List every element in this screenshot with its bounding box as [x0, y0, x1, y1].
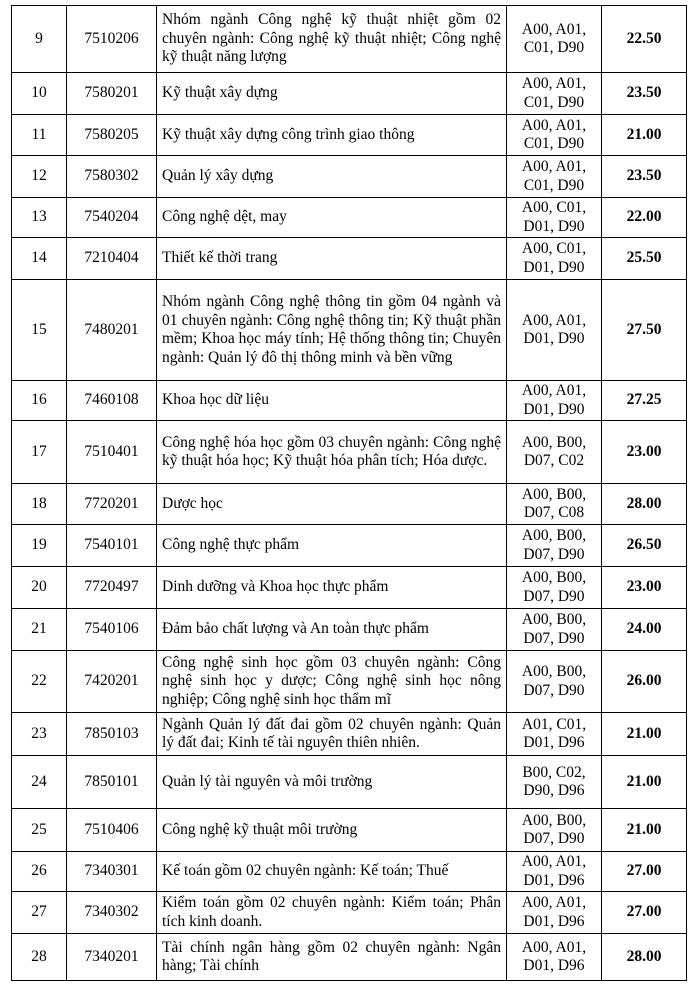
combination-line: D07, D90 [523, 545, 585, 563]
combination-line: A00, B00, [521, 811, 587, 829]
row-number: 13 [12, 198, 67, 238]
combination-line: A00, C01, [521, 199, 587, 216]
major-name: Kỹ thuật xây dựng [157, 73, 507, 115]
major-code: 7720201 [67, 484, 157, 525]
row-number: 16 [12, 381, 67, 421]
subject-combinations [507, 484, 602, 525]
major-code: 7460108 [67, 381, 157, 421]
subject-combinations [507, 525, 602, 567]
table-body [12, 6, 687, 981]
combination-line: D07, C02 [523, 452, 585, 469]
table-row [12, 651, 687, 713]
combination-line: A00, B00, [521, 527, 587, 544]
subject-combinations [507, 852, 602, 892]
combination-line: D07, D90 [523, 587, 585, 605]
admission-score: 27.25 [602, 381, 687, 421]
subject-combinations [507, 892, 602, 934]
table-row [12, 713, 687, 756]
combination-line: A00, A01, [521, 311, 587, 329]
subject-combinations [507, 6, 602, 73]
table-row [12, 484, 687, 525]
table-row [12, 156, 687, 198]
table-row [12, 6, 687, 73]
major-name: Kiểm toán gồm 02 chuyên ngành: Kiểm toán; Phân tích kinh doanh. [157, 892, 507, 934]
admission-score: 25.50 [602, 238, 687, 280]
admission-score: 22.00 [602, 198, 687, 238]
subject-combinations [507, 238, 602, 280]
row-number: 12 [12, 156, 67, 198]
row-number: 22 [12, 651, 67, 713]
table-row [12, 421, 687, 484]
row-number: 23 [12, 713, 67, 756]
table-row [12, 567, 687, 609]
row-number: 17 [12, 421, 67, 484]
admission-score: 23.50 [602, 156, 687, 198]
subject-combinations [507, 198, 602, 238]
row-number: 14 [12, 238, 67, 280]
major-name: Ngành Quản lý đất đai gồm 02 chuyên ngành: Quản lý đất đai; Kinh tế tài nguyên thiên nhiên. [157, 713, 507, 756]
combination-line: A00, B00, [521, 433, 587, 451]
major-code: 7210404 [67, 238, 157, 280]
major-name: Thiết kế thời trang [157, 238, 507, 280]
combination-line: D90, D96 [523, 782, 585, 799]
combination-line: A00, A01, [521, 20, 587, 38]
row-number: 25 [12, 809, 67, 852]
combination-line: A00, B00, [521, 569, 587, 586]
combination-line: D07, D90 [523, 629, 585, 647]
admissions-score-table [11, 5, 687, 981]
table-row [12, 198, 687, 238]
admission-score: 26.50 [602, 525, 687, 567]
combination-line: D01, D96 [523, 734, 585, 751]
major-code: 7540106 [67, 609, 157, 651]
major-name: Dinh dưỡng và Khoa học thực phẩm [157, 567, 507, 609]
admission-score: 22.50 [602, 6, 687, 73]
subject-combinations [507, 934, 602, 981]
combination-line: A00, C01, [521, 240, 587, 257]
major-code: 7540204 [67, 198, 157, 238]
admission-score: 23.00 [602, 421, 687, 484]
admission-score: 27.00 [602, 892, 687, 934]
major-code: 7850101 [67, 756, 157, 809]
major-name: Tài chính ngân hàng gồm 02 chuyên ngành: Ngân hàng; Tài chính [157, 934, 507, 981]
table-row [12, 852, 687, 892]
subject-combinations [507, 609, 602, 651]
table-row [12, 238, 687, 280]
combination-line: A00, A01, [521, 75, 587, 92]
combination-line: A01, C01, [521, 715, 587, 733]
major-name: Công nghệ dệt, may [157, 198, 507, 238]
row-number: 26 [12, 852, 67, 892]
major-code: 7510401 [67, 421, 157, 484]
row-number: 27 [12, 892, 67, 934]
major-name: Đảm bảo chất lượng và An toàn thực phẩm [157, 609, 507, 651]
combination-line: D01, D90 [523, 330, 585, 347]
subject-combinations [507, 756, 602, 809]
major-code: 7340302 [67, 892, 157, 934]
row-number: 18 [12, 484, 67, 525]
admission-score: 21.00 [602, 756, 687, 809]
subject-combinations [507, 156, 602, 198]
major-code: 7580201 [67, 73, 157, 115]
row-number: 15 [12, 280, 67, 381]
combination-line: D01, D90 [523, 217, 585, 235]
combination-line: C01, D90 [523, 39, 585, 56]
major-code: 7540101 [67, 525, 157, 567]
combination-line: C01, D90 [523, 176, 585, 194]
combination-line: A00, A01, [521, 116, 587, 134]
row-number: 21 [12, 609, 67, 651]
major-code: 7720497 [67, 567, 157, 609]
combination-line: A00, B00, [521, 663, 587, 680]
row-number: 28 [12, 934, 67, 981]
combination-line: A00, B00, [521, 611, 587, 628]
major-code: 7480201 [67, 280, 157, 381]
table-row [12, 280, 687, 381]
combination-line: A00, A01, [521, 158, 587, 175]
row-number: 19 [12, 525, 67, 567]
subject-combinations [507, 115, 602, 156]
combination-line: D01, D96 [523, 871, 585, 889]
major-name: Công nghệ kỹ thuật môi trường [157, 809, 507, 852]
major-code: 7580302 [67, 156, 157, 198]
admission-score: 26.00 [602, 651, 687, 713]
combination-line: D01, D96 [523, 957, 585, 974]
subject-combinations [507, 280, 602, 381]
major-name: Quản lý tài nguyên và môi trường [157, 756, 507, 809]
combination-line: A00, B00, [521, 485, 587, 503]
admission-score: 21.00 [602, 115, 687, 156]
combination-line: D07, D90 [523, 681, 585, 699]
major-code: 7510206 [67, 6, 157, 73]
major-code: 7580205 [67, 115, 157, 156]
combination-line: D01, D90 [523, 400, 585, 418]
admission-score: 21.00 [602, 809, 687, 852]
admission-score: 28.00 [602, 484, 687, 525]
subject-combinations [507, 567, 602, 609]
major-name: Công nghệ hóa học gồm 03 chuyên ngành: Công nghệ kỹ thuật hóa học; Kỹ thuật hóa phân tích; Hóa dược. [157, 421, 507, 484]
major-code: 7420201 [67, 651, 157, 713]
admission-score: 23.00 [602, 567, 687, 609]
table-row [12, 73, 687, 115]
admission-score: 27.00 [602, 852, 687, 892]
combination-line: D01, D96 [523, 912, 585, 930]
combination-line: A00, A01, [521, 938, 587, 956]
major-name: Kế toán gồm 02 chuyên ngành: Kế toán; Thuế [157, 852, 507, 892]
table-row [12, 115, 687, 156]
combination-line: C01, D90 [523, 135, 585, 152]
admission-score: 23.50 [602, 73, 687, 115]
subject-combinations [507, 381, 602, 421]
combination-line: D01, D90 [523, 258, 585, 276]
major-name: Nhóm ngành Công nghệ thông tin gồm 04 ngành và 01 chuyên ngành: Công nghệ thông tin; Kỹ thuật phần mềm; Khoa học máy tính; Hệ thống thông tin; Chuyên ngành: Quản lý đô thị thông minh và bền vững [157, 280, 507, 381]
row-number: 20 [12, 567, 67, 609]
admission-score: 21.00 [602, 713, 687, 756]
subject-combinations [507, 651, 602, 713]
major-name: Công nghệ thực phẩm [157, 525, 507, 567]
row-number: 11 [12, 115, 67, 156]
combination-line: C01, D90 [523, 93, 585, 111]
admission-score: 27.50 [602, 280, 687, 381]
row-number: 10 [12, 73, 67, 115]
table-row [12, 934, 687, 981]
subject-combinations [507, 713, 602, 756]
major-name: Nhóm ngành Công nghệ kỹ thuật nhiệt gồm 02 chuyên ngành: Công nghệ kỹ thuật nhiệt; Công nghệ kỹ thuật năng lượng [157, 6, 507, 73]
major-name: Khoa học dữ liệu [157, 381, 507, 421]
major-name: Kỹ thuật xây dựng công trình giao thông [157, 115, 507, 156]
row-number: 24 [12, 756, 67, 809]
subject-combinations [507, 809, 602, 852]
subject-combinations [507, 421, 602, 484]
major-name: Công nghệ sinh học gồm 03 chuyên ngành: Công nghệ sinh học y dược; Công nghệ sinh học nông nghiệp; Công nghệ sinh học thẩm mĩ [157, 651, 507, 713]
combination-line: A00, A01, [521, 382, 587, 399]
combination-line: A00, A01, [521, 894, 587, 911]
table-row [12, 756, 687, 809]
major-code: 7340301 [67, 852, 157, 892]
admission-score: 24.00 [602, 609, 687, 651]
subject-combinations [507, 73, 602, 115]
table-row [12, 809, 687, 852]
combination-line: D07, C08 [523, 504, 585, 521]
table-row [12, 609, 687, 651]
major-code: 7850103 [67, 713, 157, 756]
major-code: 7510406 [67, 809, 157, 852]
major-name: Quản lý xây dựng [157, 156, 507, 198]
combination-line: B00, C02, [522, 763, 586, 781]
admission-score: 28.00 [602, 934, 687, 981]
table-row [12, 381, 687, 421]
major-name: Dược học [157, 484, 507, 525]
major-code: 7340201 [67, 934, 157, 981]
combination-line: D07, D90 [523, 830, 585, 847]
table-row [12, 892, 687, 934]
table-row [12, 525, 687, 567]
row-number: 9 [12, 6, 67, 73]
combination-line: A00, A01, [521, 853, 587, 870]
